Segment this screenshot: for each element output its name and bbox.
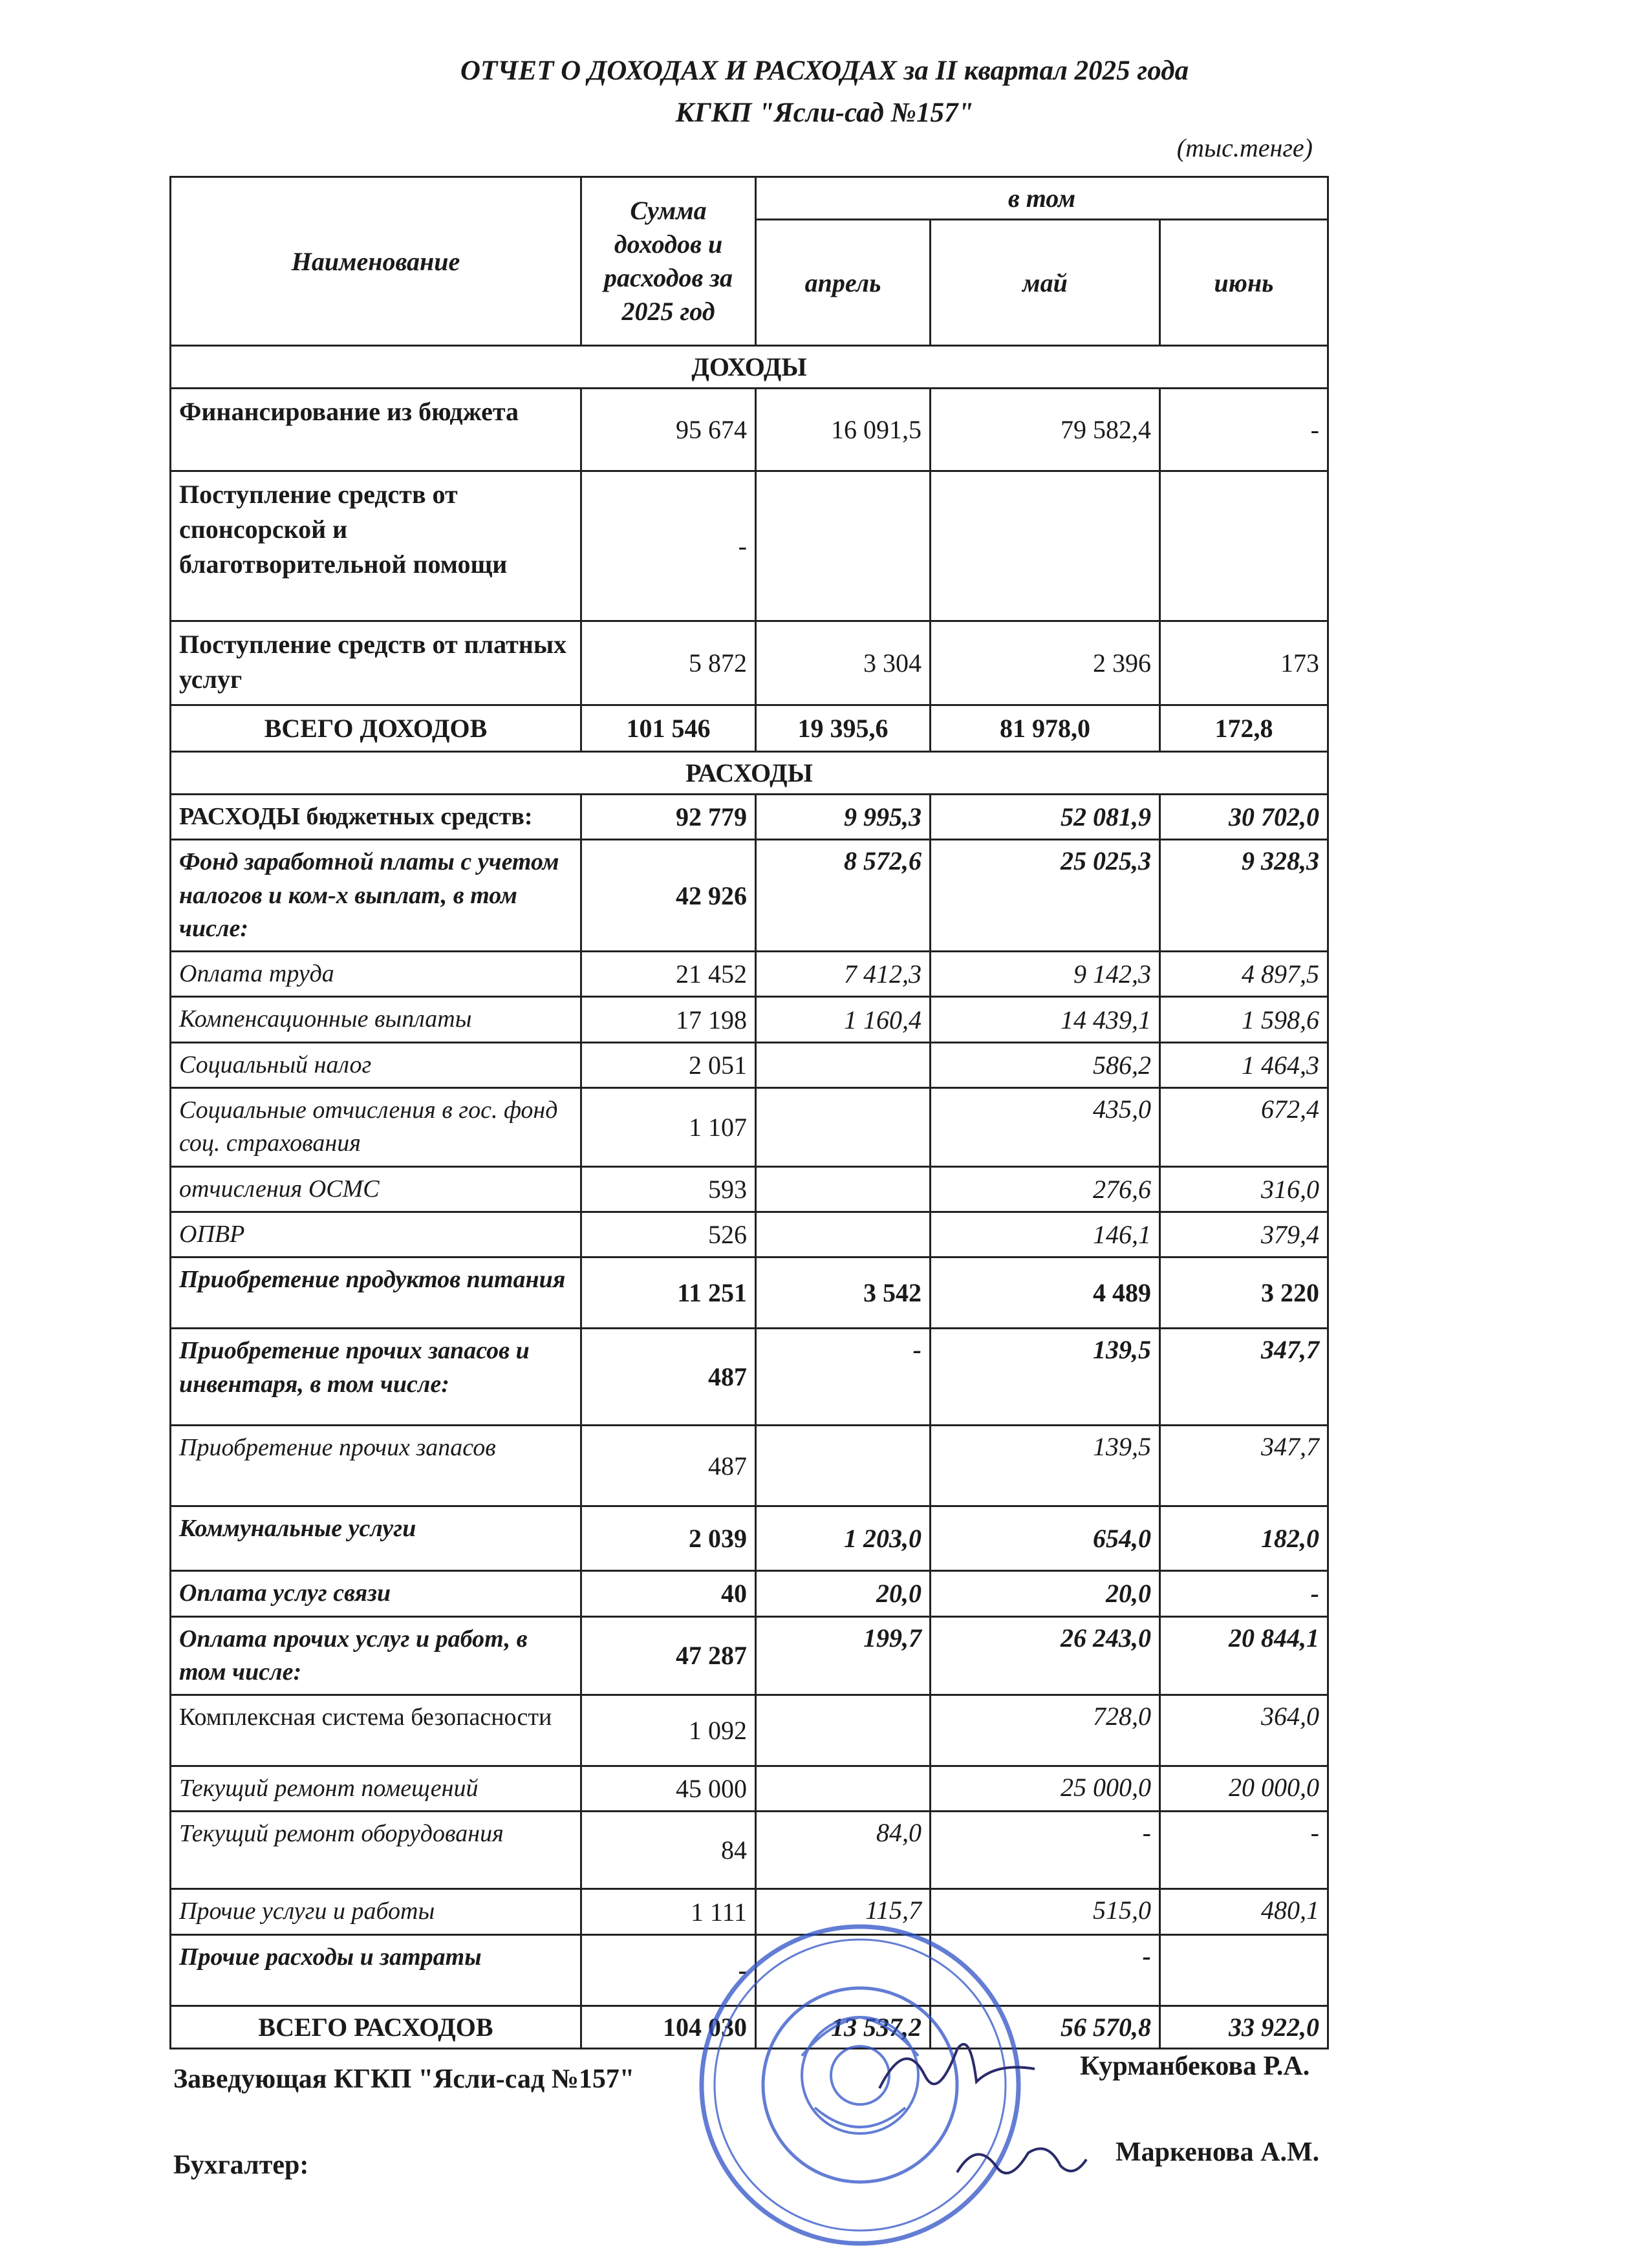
- row-name: Приобретение прочих запасов: [171, 1426, 581, 1506]
- row-may: 25 025,3: [931, 840, 1160, 952]
- row-april: 199,7: [756, 1616, 931, 1695]
- header-month-june: июнь: [1160, 220, 1328, 346]
- income-section-header: ДОХОДЫ: [171, 346, 1328, 389]
- row-total: -: [581, 1934, 756, 2006]
- row-name: Финансирование из бюджета: [171, 389, 581, 471]
- row-april: [756, 1212, 931, 1257]
- row-total: 5 872: [581, 621, 756, 705]
- row-name: Коммунальные услуги: [171, 1506, 581, 1571]
- expense-row: [171, 1616, 1328, 1695]
- row-name: Оплата труда: [171, 952, 581, 997]
- expense-row: [171, 1329, 1328, 1426]
- row-total: 47 287: [581, 1616, 756, 1695]
- income-total-sum: 101 546: [581, 705, 756, 752]
- row-may: 26 243,0: [931, 1616, 1160, 1695]
- row-may: 2 396: [931, 621, 1160, 705]
- row-may: [931, 471, 1160, 621]
- row-may: 139,5: [931, 1329, 1160, 1426]
- expense-row: [171, 795, 1328, 840]
- row-april: 3 542: [756, 1257, 931, 1329]
- row-total: 487: [581, 1329, 756, 1426]
- row-total: 95 674: [581, 389, 756, 471]
- income-total-label: ВСЕГО ДОХОДОВ: [171, 705, 581, 752]
- expense-total-sum: 104 030: [581, 2006, 756, 2048]
- row-total: -: [581, 471, 756, 621]
- expense-row: [171, 952, 1328, 997]
- expense-row: [171, 1571, 1328, 1616]
- row-may: 4 489: [931, 1257, 1160, 1329]
- row-name: Оплата прочих услуг и работ, в том числе:: [171, 1616, 581, 1695]
- head-signature-mark: [867, 2024, 1061, 2108]
- row-june: [1160, 471, 1328, 621]
- accountant-signature-name: Маркенова А.М.: [1116, 2137, 1320, 2167]
- row-name: Текущий ремонт помещений: [171, 1766, 581, 1812]
- expense-total-may: 56 570,8: [931, 2006, 1160, 2048]
- row-april: 20,0: [756, 1571, 931, 1616]
- row-may: 728,0: [931, 1695, 1160, 1766]
- head-signature-label: Заведующая КГКП "Ясли-сад №157": [173, 2064, 635, 2094]
- expense-total-april: 13 537,2: [756, 2006, 931, 2048]
- income-total-row: [171, 705, 1328, 752]
- expense-row: [171, 1426, 1328, 1506]
- row-may: 79 582,4: [931, 389, 1160, 471]
- row-name: отчисления ОСМС: [171, 1166, 581, 1212]
- row-may: 20,0: [931, 1571, 1160, 1616]
- row-name: Приобретение прочих запасов и инвентаря, в том числе:: [171, 1329, 581, 1426]
- row-total: 1 107: [581, 1088, 756, 1167]
- row-april: [756, 1088, 931, 1167]
- row-may: 14 439,1: [931, 997, 1160, 1042]
- expense-row: [171, 997, 1328, 1042]
- row-april: [756, 1766, 931, 1812]
- header-total: Сумма доходов и расходов за 2025 год: [581, 177, 756, 346]
- header-month-may: май: [931, 220, 1160, 346]
- row-june: 364,0: [1160, 1695, 1328, 1766]
- row-name: Фонд заработной платы с учетом налогов и ком-х выплат, в том числе:: [171, 840, 581, 952]
- row-name: Поступление средств от платных услуг: [171, 621, 581, 705]
- expense-row: [171, 840, 1328, 952]
- header-month-april: апрель: [756, 220, 931, 346]
- row-total: 40: [581, 1571, 756, 1616]
- row-june: 182,0: [1160, 1506, 1328, 1571]
- head-signature-name: Курманбекова Р.А.: [1080, 2051, 1310, 2081]
- row-april: 84,0: [756, 1812, 931, 1889]
- row-april: 1 203,0: [756, 1506, 931, 1571]
- row-may: 52 081,9: [931, 795, 1160, 840]
- row-april: 16 091,5: [756, 389, 931, 471]
- row-total: 526: [581, 1212, 756, 1257]
- row-name: Компенсационные выплаты: [171, 997, 581, 1042]
- row-name: Социальные отчисления в гос. фонд соц. страхования: [171, 1088, 581, 1167]
- row-june: 480,1: [1160, 1889, 1328, 1934]
- row-total: 593: [581, 1166, 756, 1212]
- row-name: Социальный налог: [171, 1042, 581, 1087]
- row-april: [756, 1166, 931, 1212]
- row-may: 435,0: [931, 1088, 1160, 1167]
- row-total: 92 779: [581, 795, 756, 840]
- row-june: 1 464,3: [1160, 1042, 1328, 1087]
- row-may: 139,5: [931, 1426, 1160, 1506]
- row-name: Оплата услуг связи: [171, 1571, 581, 1616]
- row-june: 20 000,0: [1160, 1766, 1328, 1812]
- row-total: 487: [581, 1426, 756, 1506]
- row-june: -: [1160, 1812, 1328, 1889]
- expense-total-label: ВСЕГО РАСХОДОВ: [171, 2006, 581, 2048]
- expense-row: [171, 1042, 1328, 1087]
- expense-row: [171, 1506, 1328, 1571]
- row-june: 30 702,0: [1160, 795, 1328, 840]
- row-total: 42 926: [581, 840, 756, 952]
- row-june: [1160, 1934, 1328, 2006]
- row-april: 3 304: [756, 621, 931, 705]
- units-label: (тыс.тенге): [1176, 133, 1313, 162]
- row-april: 9 995,3: [756, 795, 931, 840]
- expense-row: [171, 1088, 1328, 1167]
- row-may: 146,1: [931, 1212, 1160, 1257]
- expense-row: [171, 1166, 1328, 1212]
- row-total: 17 198: [581, 997, 756, 1042]
- row-name: Приобретение продуктов питания: [171, 1257, 581, 1329]
- row-total: 11 251: [581, 1257, 756, 1329]
- header-group: в том: [756, 177, 1328, 220]
- row-april: [756, 471, 931, 621]
- expense-row: [171, 1257, 1328, 1329]
- income-row: [171, 621, 1328, 705]
- expense-total-june: 33 922,0: [1160, 2006, 1328, 2048]
- row-may: 586,2: [931, 1042, 1160, 1087]
- row-total: 2 039: [581, 1506, 756, 1571]
- organization-name: КГКП "Ясли-сад №157": [675, 98, 974, 128]
- income-total-may: 81 978,0: [931, 705, 1160, 752]
- row-june: 9 328,3: [1160, 840, 1328, 952]
- expense-row: [171, 1212, 1328, 1257]
- income-total-june: 172,8: [1160, 705, 1328, 752]
- row-june: 20 844,1: [1160, 1616, 1328, 1695]
- row-april: 8 572,6: [756, 840, 931, 952]
- row-may: -: [931, 1812, 1160, 1889]
- income-row: [171, 471, 1328, 621]
- row-june: 3 220: [1160, 1257, 1328, 1329]
- row-june: 379,4: [1160, 1212, 1328, 1257]
- row-june: 347,7: [1160, 1426, 1328, 1506]
- row-total: 2 051: [581, 1042, 756, 1087]
- row-april: 7 412,3: [756, 952, 931, 997]
- row-may: 25 000,0: [931, 1766, 1160, 1812]
- row-june: 1 598,6: [1160, 997, 1328, 1042]
- row-april: [756, 1695, 931, 1766]
- row-april: 115,7: [756, 1889, 931, 1934]
- report-title: ОТЧЕТ О ДОХОДАХ И РАСХОДАХ за II квартал 2025 года: [460, 56, 1189, 86]
- row-april: [756, 1426, 931, 1506]
- row-may: 515,0: [931, 1889, 1160, 1934]
- row-june: 316,0: [1160, 1166, 1328, 1212]
- row-may: 9 142,3: [931, 952, 1160, 997]
- row-june: 173: [1160, 621, 1328, 705]
- income-total-april: 19 395,6: [756, 705, 931, 752]
- row-june: 347,7: [1160, 1329, 1328, 1426]
- income-row: [171, 389, 1328, 471]
- row-may: -: [931, 1934, 1160, 2006]
- accountant-signature-mark: [951, 2127, 1093, 2198]
- expense-section-header: РАСХОДЫ: [171, 752, 1328, 795]
- row-june: 672,4: [1160, 1088, 1328, 1167]
- expense-row: [171, 1766, 1328, 1812]
- row-name: Прочие услуги и работы: [171, 1889, 581, 1934]
- row-april: 1 160,4: [756, 997, 931, 1042]
- row-name: Прочие расходы и затраты: [171, 1934, 581, 2006]
- row-april: [756, 1042, 931, 1087]
- row-june: 4 897,5: [1160, 952, 1328, 997]
- row-name: Комплексная система безопасности: [171, 1695, 581, 1766]
- row-total: 84: [581, 1812, 756, 1889]
- row-name: Текущий ремонт оборудования: [171, 1812, 581, 1889]
- row-name: Поступление средств от спонсорской и благотворительной помощи: [171, 471, 581, 621]
- row-total: 21 452: [581, 952, 756, 997]
- income-expense-table: [169, 176, 1329, 2049]
- row-may: 276,6: [931, 1166, 1160, 1212]
- row-may: 654,0: [931, 1506, 1160, 1571]
- row-total: 45 000: [581, 1766, 756, 1812]
- accountant-signature-label: Бухгалтер:: [173, 2150, 309, 2180]
- row-name: РАСХОДЫ бюджетных средств:: [171, 795, 581, 840]
- row-june: -: [1160, 1571, 1328, 1616]
- expense-row: [171, 1695, 1328, 1766]
- expense-row: [171, 1812, 1328, 1889]
- row-total: 1 111: [581, 1889, 756, 1934]
- row-total: 1 092: [581, 1695, 756, 1766]
- row-name: ОПВР: [171, 1212, 581, 1257]
- row-april: -: [756, 1329, 931, 1426]
- row-june: -: [1160, 389, 1328, 471]
- header-name: Наименование: [171, 177, 581, 346]
